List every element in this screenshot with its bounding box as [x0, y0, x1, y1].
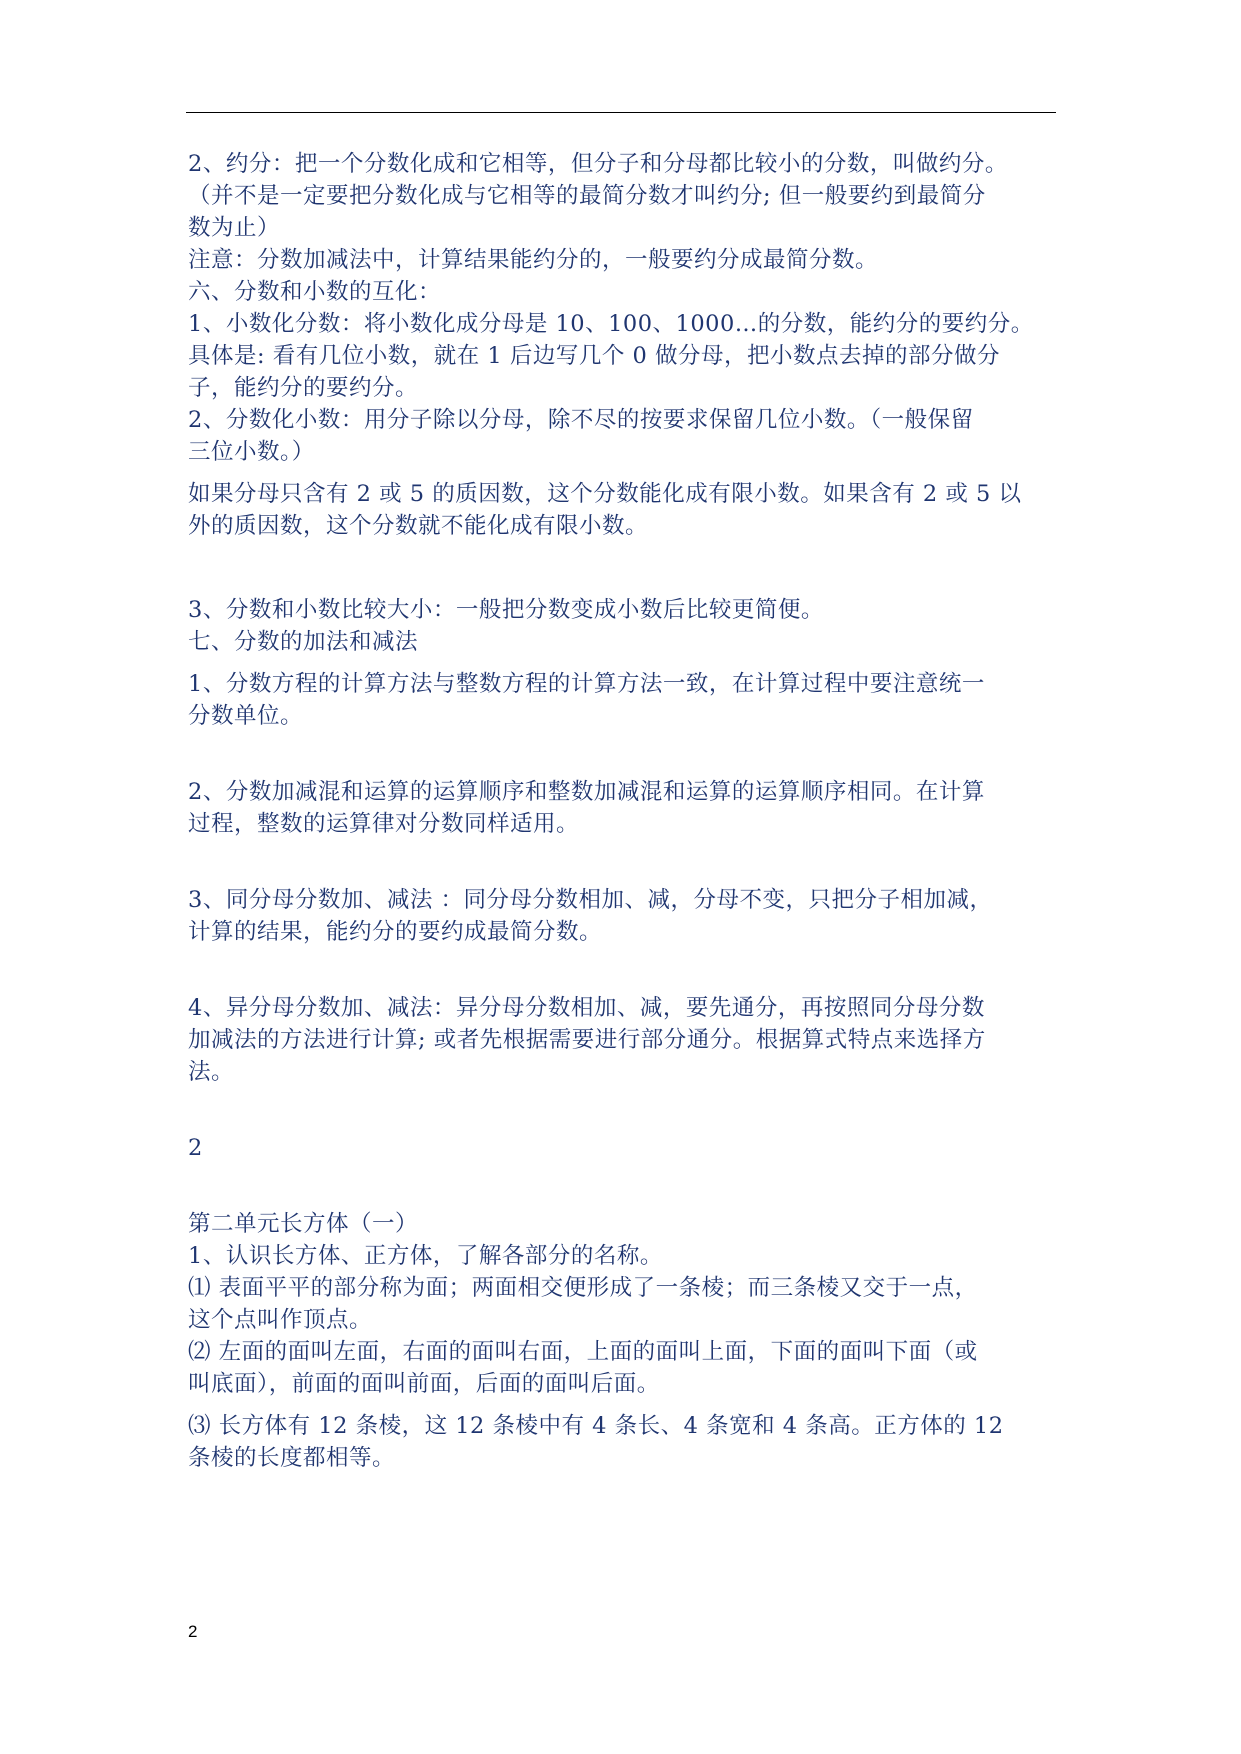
paragraph-compare-sizes	[188, 594, 1068, 626]
paragraph-edge-count	[188, 1410, 1068, 1474]
text-line: 注意：分数加减法中，计算结果能约分的，一般要约分成最简分数。	[188, 247, 879, 273]
text-line: 这个点叫作顶点。	[188, 1307, 373, 1333]
paragraph-recognize-cuboid	[188, 1240, 1068, 1272]
document-body	[188, 148, 1068, 1474]
text-line: 如果分母只含有 2 或 5 的质因数，这个分数能化成有限小数。如果含有 2 或 5 以	[188, 481, 1022, 507]
text-line: 数为止）	[188, 215, 281, 241]
page-number: 2	[188, 1622, 198, 1641]
text-line: 2	[188, 1135, 203, 1161]
paragraph-mixed-operations	[188, 776, 1068, 840]
unit-number	[188, 1132, 1068, 1164]
unit-heading	[188, 1208, 1068, 1240]
text-line: 加减法的方法进行计算; 或者先根据需要进行部分通分。根据算式特点来选择方	[188, 1027, 986, 1053]
section-heading: 第二单元长方体（一）	[188, 1211, 419, 1237]
paragraph-different-denominator	[188, 992, 1068, 1088]
paragraph-fraction-to-decimal	[188, 404, 1068, 468]
paragraph-note	[188, 244, 1068, 276]
paragraph-finite-decimals	[188, 478, 1068, 542]
text-line: 分数单位。	[188, 703, 304, 729]
header-rule	[186, 112, 1056, 113]
text-line: 2、约分：把一个分数化成和它相等，但分子和分母都比较小的分数，叫做约分。	[188, 151, 1008, 177]
text-line: 外的质因数，这个分数就不能化成有限小数。	[188, 513, 649, 539]
text-line: 三位小数。）	[188, 439, 315, 465]
text-line: 1、分数方程的计算方法与整数方程的计算方法一致，在计算过程中要注意统一	[188, 671, 985, 697]
text-line: 条棱的长度都相等。	[188, 1445, 396, 1471]
text-line: 法。	[188, 1059, 235, 1085]
text-line: 子，能约分的要约分。	[188, 375, 419, 401]
paragraph-decimal-to-fraction	[188, 308, 1068, 404]
text-line: 计算的结果，能约分的要约成最简分数。	[188, 919, 603, 945]
text-line: 具体是: 看有几位小数，就在 1 后边写几个 0 做分母，把小数点去掉的部分做分	[188, 343, 1000, 369]
text-line: ⑶ 长方体有 12 条棱，这 12 条棱中有 4 条长、4 条宽和 4 条高。正方体的 12	[188, 1413, 1004, 1439]
text-line: 过程，整数的运算律对分数同样适用。	[188, 811, 580, 837]
paragraph-same-denominator	[188, 884, 1068, 948]
paragraph-face-names	[188, 1336, 1068, 1400]
paragraph-fraction-equations	[188, 668, 1068, 732]
text-line: 2、分数化小数：用分子除以分母，除不尽的按要求保留几位小数。（一般保留	[188, 407, 974, 433]
text-line: 2、分数加减混和运算的运算顺序和整数加减混和运算的运算顺序相同。在计算	[188, 779, 985, 805]
text-line: 叫底面），前面的面叫前面，后面的面叫后面。	[188, 1371, 660, 1397]
text-line: 4、异分母分数加、减法：异分母分数相加、减，要先通分，再按照同分母分数	[188, 995, 985, 1021]
text-line: 3、同分母分数加、减法 ：同分母分数相加、减，分母不变，只把分子相加减，	[188, 887, 993, 913]
text-line: （并不是一定要把分数化成与它相等的最简分数才叫约分; 但一般要约到最简分	[188, 183, 986, 209]
text-line: ⑵ 左面的面叫左面，右面的面叫右面，上面的面叫上面，下面的面叫下面（或	[188, 1339, 978, 1365]
section-heading-7	[188, 626, 1068, 658]
paragraph-reduction-of-fractions	[188, 148, 1068, 244]
section-heading: 六、分数和小数的互化：	[188, 279, 442, 305]
text-line: 1、认识长方体、正方体，了解各部分的名称。	[188, 1243, 663, 1269]
paragraph-faces-edges	[188, 1272, 1068, 1336]
text-line: 1、小数化分数：将小数化成分母是 10、100、1000…的分数，能约分的要约分。	[188, 311, 1034, 337]
text-line: 3、分数和小数比较大小：一般把分数变成小数后比较更简便。	[188, 597, 824, 623]
text-line: ⑴ 表面平平的部分称为面；两面相交便形成了一条棱；而三条棱又交于一点，	[188, 1275, 978, 1301]
section-heading: 七、分数的加法和减法	[188, 629, 419, 655]
section-heading-6	[188, 276, 1068, 308]
